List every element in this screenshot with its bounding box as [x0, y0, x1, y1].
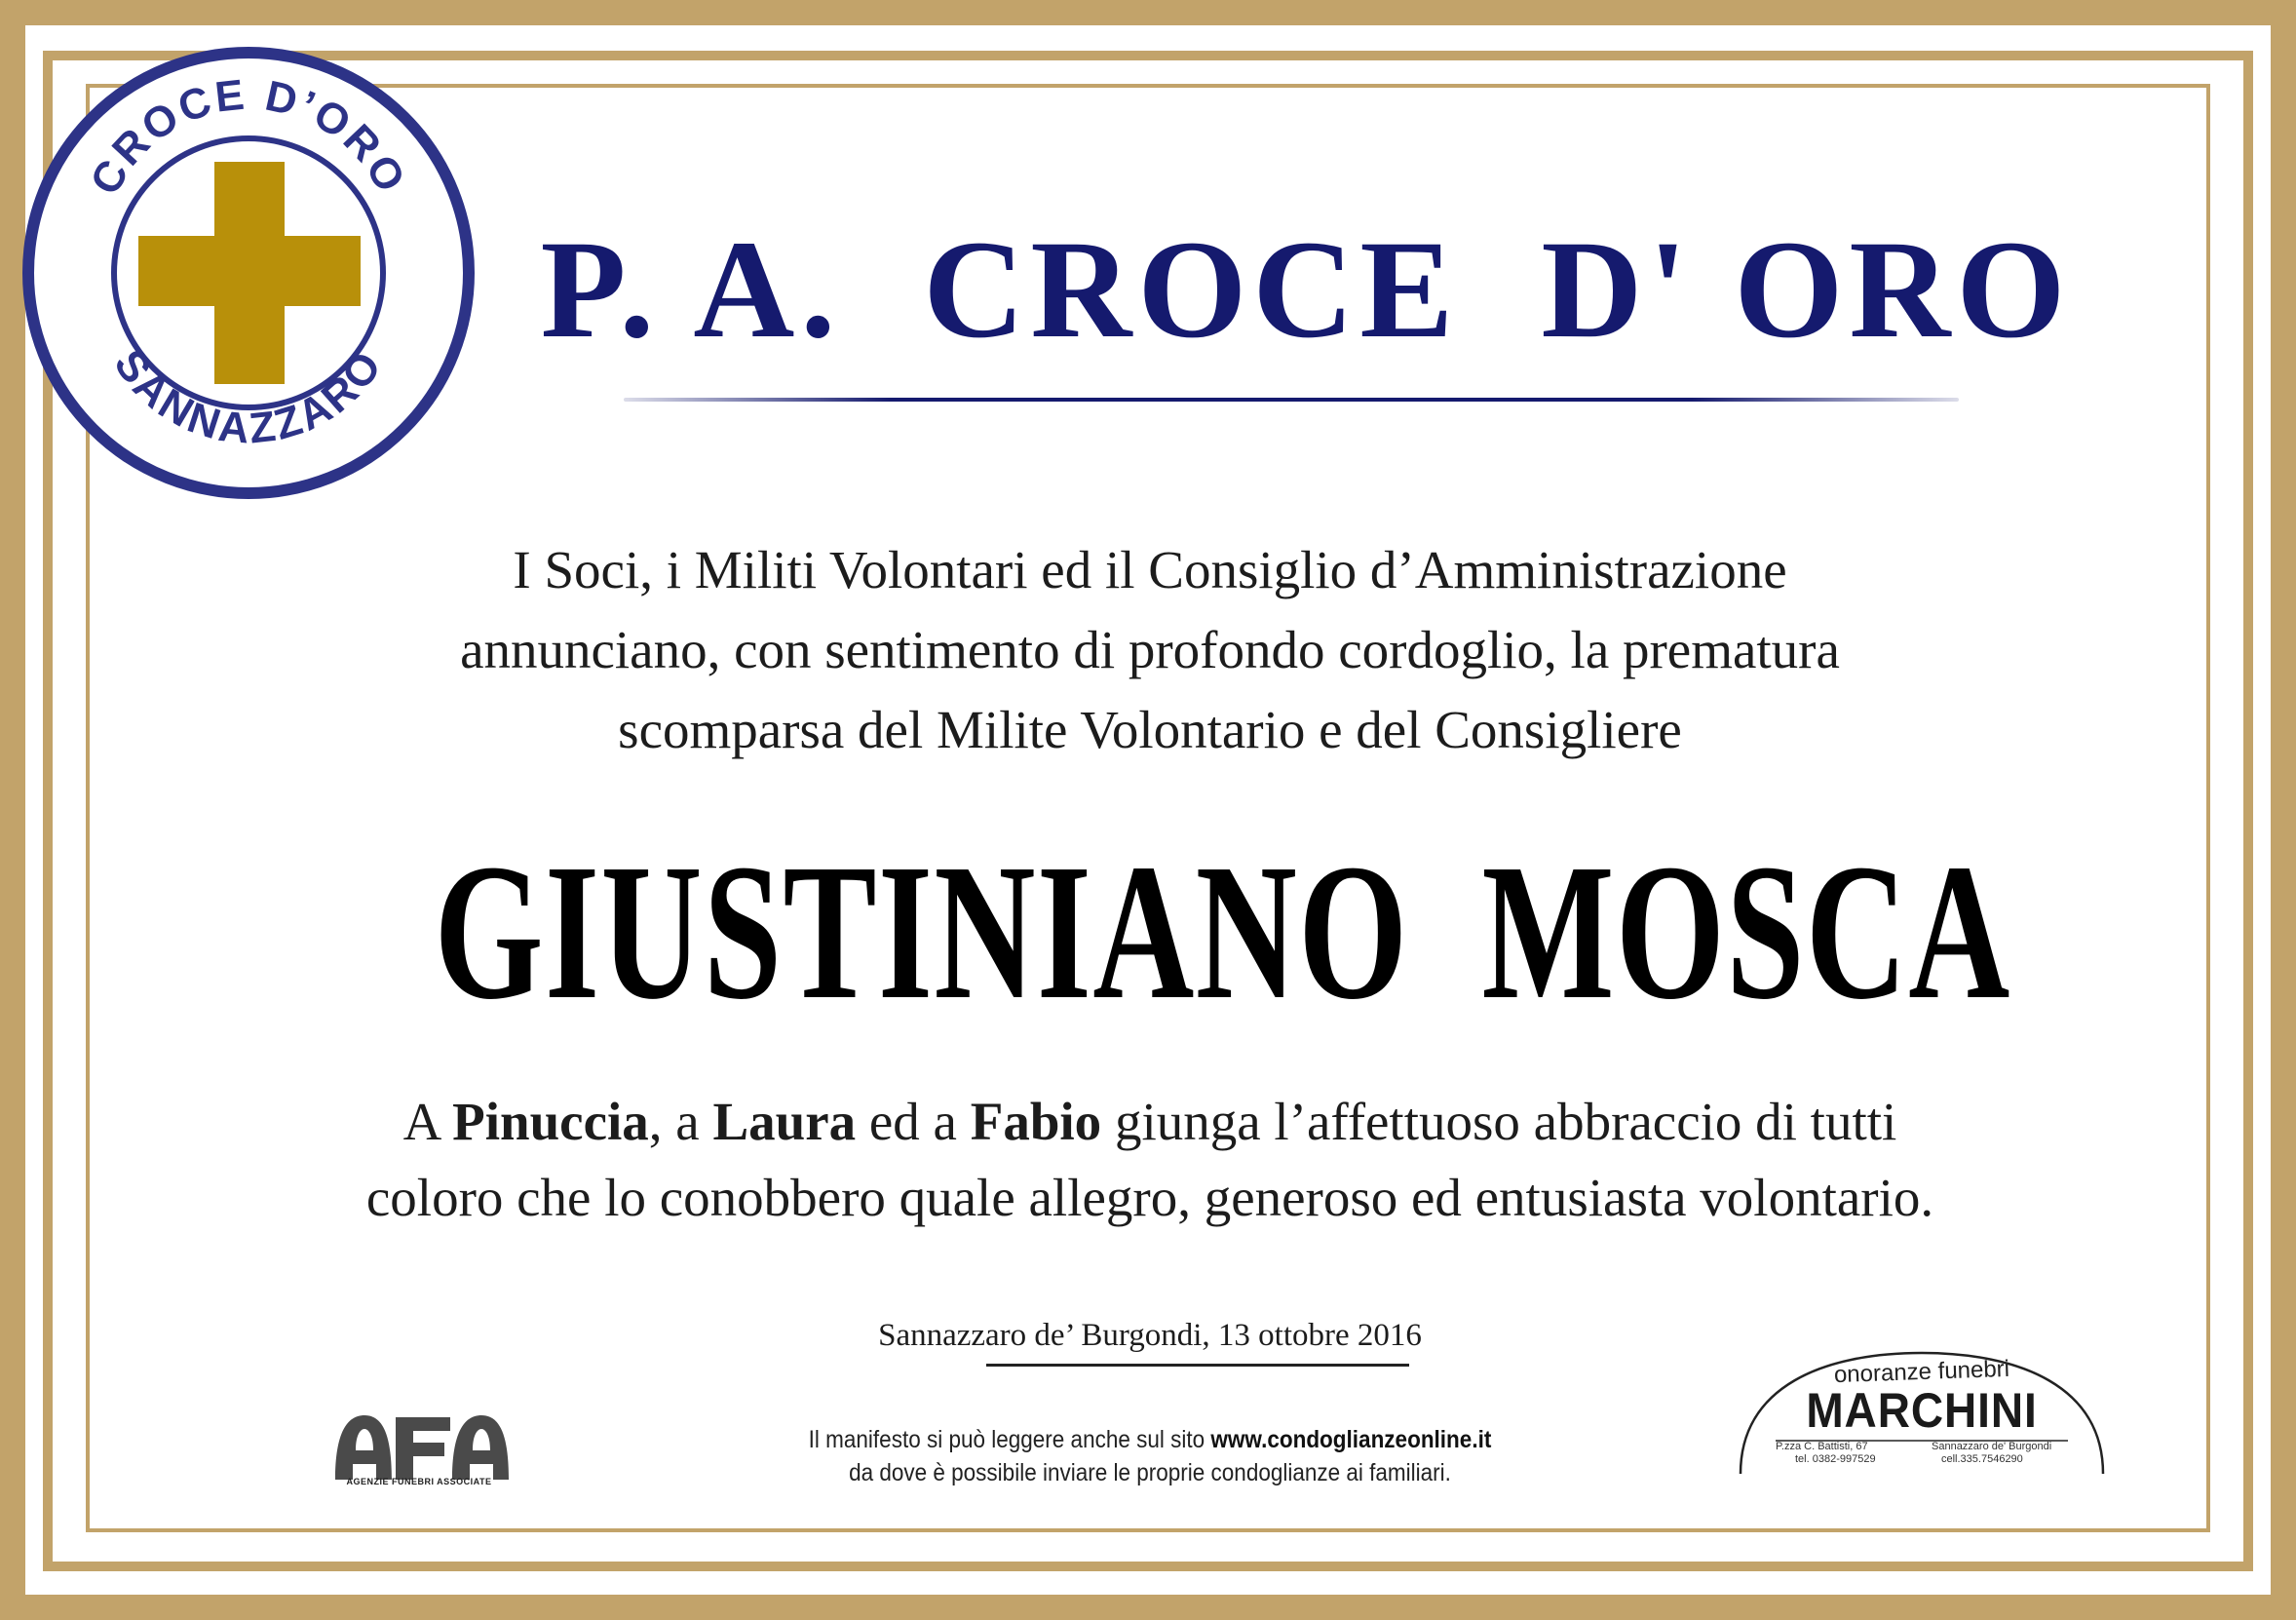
- closing-text: ed a: [856, 1092, 971, 1151]
- marchini-logo: [1737, 1347, 2107, 1480]
- announcement-line: annunciano, con sentimento di profondo cordoglio, la prematura: [460, 620, 1840, 679]
- online-notice: [782, 1423, 1518, 1489]
- logo-top-text: CROCE D’ORO: [81, 70, 416, 203]
- family-name-fabio: Fabio: [970, 1092, 1102, 1151]
- family-name-pinuccia: Pinuccia: [452, 1092, 649, 1151]
- website-link[interactable]: www.condoglianzeonline.it: [1210, 1426, 1492, 1453]
- notice-line-2: da dove è possibile inviare le proprie condoglianze ai familiari.: [849, 1459, 1451, 1486]
- notice-line-1: [782, 1423, 1518, 1456]
- date-underline: [986, 1364, 1409, 1367]
- closing-line-2: coloro che lo conobbero quale allegro, generoso ed entusiasta volontario.: [365, 1168, 1934, 1227]
- notice-text: Il manifesto si può leggere anche sul sito: [808, 1426, 1211, 1453]
- announcement-line: I Soci, i Militi Volontari ed il Consiglio d’Amministrazione: [513, 540, 1787, 599]
- afa-caption: AGENZIE FUNEBRI ASSOCIATE: [346, 1477, 492, 1486]
- family-name-laura: Laura: [712, 1092, 857, 1151]
- marchini-cell: cell.335.7546290: [1941, 1453, 2023, 1465]
- marchini-name: MARCHINI: [1806, 1383, 2038, 1438]
- logo-bottom-text: SANNAZZARO: [104, 340, 393, 453]
- croce-doro-logo: [2, 45, 489, 503]
- organization-title: P. A. CROCE D' ORO: [540, 212, 2072, 367]
- closing-text: , a: [648, 1092, 713, 1151]
- marchini-address: P.zza C. Battisti, 67: [1776, 1441, 1868, 1452]
- marchini-city: Sannazzaro de' Burgondi: [1932, 1441, 2052, 1452]
- closing-text: A: [402, 1092, 453, 1151]
- marchini-tagline: onoranze funebri: [1833, 1355, 2010, 1389]
- closing-text: giunga l’affettuoso abbraccio di tutti: [1101, 1092, 1897, 1151]
- title-divider: [624, 398, 1959, 402]
- closing-line-1: [234, 1084, 2066, 1160]
- announcement-text: [292, 530, 2008, 770]
- announcement-line: scomparsa del Milite Volontario e del Consigliere: [618, 700, 1682, 759]
- deceased-name: GIUSTINIANO MOSCA: [434, 825, 2011, 1040]
- marchini-tel: tel. 0382-997529: [1795, 1453, 1876, 1465]
- afa-letters: AFA: [421, 1491, 423, 1492]
- place-and-date: Sannazzaro de’ Burgondi, 13 ottobre 2016: [878, 1318, 1422, 1353]
- closing-message: [234, 1084, 2066, 1236]
